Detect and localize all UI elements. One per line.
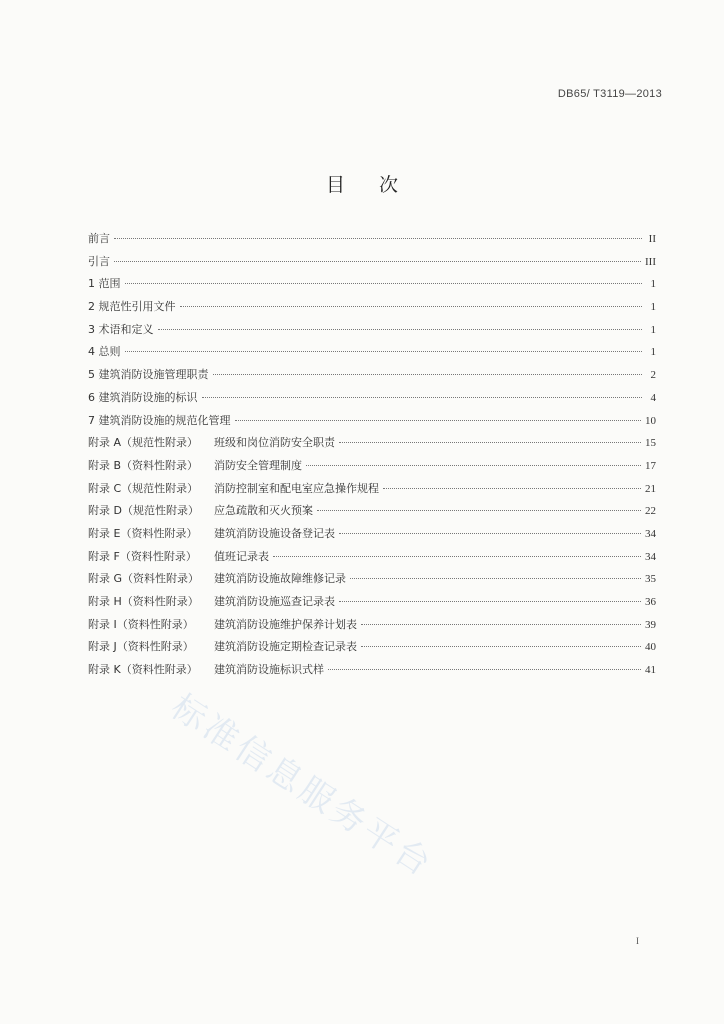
annex-label: 附录 B（资料性附录）	[88, 458, 199, 472]
annex-page: 36	[645, 596, 656, 608]
annex-title: 建筑消防设施维护保养计划表	[214, 617, 357, 631]
toc-entry-page: 1	[650, 301, 656, 314]
toc-annex-entry[interactable]	[88, 570, 656, 593]
document-code: DB65/ T3119—2013	[557, 88, 662, 100]
toc-entry-page: 10	[645, 414, 656, 427]
annex-title: 建筑消防设施标识式样	[214, 663, 324, 677]
toc-entry[interactable]	[88, 321, 656, 344]
annex-title: 消防安全管理制度	[214, 458, 302, 472]
dot-leader	[350, 578, 641, 579]
toc-entry-page: 1	[650, 278, 656, 291]
dot-leader	[339, 533, 641, 534]
toc-entry-page: 4	[650, 391, 656, 404]
dot-leader	[273, 556, 641, 557]
annex-page: 34	[645, 527, 656, 540]
toc-annex-entry[interactable]	[88, 638, 656, 661]
annex-label: 附录 F（资料性附录）	[88, 549, 197, 563]
toc-annex-entry[interactable]	[88, 616, 656, 639]
toc-annex-entry[interactable]	[88, 525, 656, 548]
annex-title: 应急疏散和灭火预案	[214, 504, 313, 518]
annex-page: 21	[645, 482, 656, 495]
annex-label: 附录 J（资料性附录）	[88, 640, 194, 654]
dot-leader	[317, 510, 641, 511]
dot-leader	[306, 465, 641, 466]
toc-entry-title: 5 建筑消防设施管理职责	[88, 368, 209, 382]
dot-leader	[339, 442, 641, 443]
toc-entry-page: 1	[650, 346, 656, 359]
page-number: I	[636, 936, 639, 946]
annex-page: 22	[645, 505, 656, 518]
toc-entry[interactable]	[88, 253, 656, 276]
annex-title: 建筑消防设施巡查记录表	[214, 595, 335, 608]
annex-title: 班级和岗位消防安全职责	[214, 436, 335, 450]
annex-label: 附录 A（规范性附录）	[88, 436, 199, 450]
annex-page: 41	[645, 664, 656, 677]
annex-title: 建筑消防设施定期检查记录表	[214, 640, 357, 654]
annex-title: 值班记录表	[214, 549, 269, 563]
toc-entry-page: II	[648, 233, 656, 245]
dot-leader	[114, 261, 641, 262]
dot-leader	[361, 646, 641, 647]
toc-entry-page: III	[645, 255, 656, 268]
toc-entry-title: 2 规范性引用文件	[88, 300, 176, 314]
annex-page: 17	[645, 459, 656, 472]
toc-entry[interactable]	[88, 230, 656, 253]
annex-title: 消防控制室和配电室应急操作规程	[214, 481, 379, 495]
toc-annex-entry[interactable]	[88, 457, 656, 480]
table-of-contents	[88, 230, 656, 684]
toc-annex-entry[interactable]	[88, 480, 656, 503]
toc-annex-entry[interactable]	[88, 661, 656, 684]
annex-label: 附录 I（资料性附录）	[88, 617, 194, 631]
toc-entry-title: 前言	[88, 232, 110, 245]
annex-page: 15	[645, 437, 656, 450]
annex-label: 附录 H（资料性附录）	[88, 595, 199, 608]
toc-entry[interactable]	[88, 412, 656, 435]
annex-label: 附录 C（规范性附录）	[88, 481, 199, 495]
annex-label: 附录 E（资料性附录）	[88, 526, 198, 540]
annex-title: 建筑消防设施设备登记表	[214, 526, 335, 540]
dot-leader	[328, 669, 641, 670]
toc-entry[interactable]	[88, 275, 656, 298]
annex-label: 附录 K（资料性附录）	[88, 663, 198, 677]
dot-leader	[158, 329, 643, 330]
annex-page: 40	[645, 641, 656, 654]
toc-entry-title: 7 建筑消防设施的规范化管理	[88, 413, 231, 427]
toc-title: 目次	[325, 174, 432, 196]
toc-annex-entry[interactable]	[88, 434, 656, 457]
dot-leader	[114, 238, 642, 239]
dot-leader	[361, 624, 641, 625]
dot-leader	[125, 351, 643, 352]
toc-entry-title: 6 建筑消防设施的标识	[88, 390, 198, 404]
toc-entry-title: 3 术语和定义	[88, 322, 154, 336]
toc-entry-title: 1 范围	[88, 277, 121, 291]
toc-entry[interactable]	[88, 389, 656, 412]
annex-label: 附录 D（规范性附录）	[88, 504, 199, 518]
toc-entry-title: 4 总则	[88, 345, 121, 359]
dot-leader	[213, 374, 643, 375]
toc-annex-entry[interactable]	[88, 502, 656, 525]
toc-entry-page: 1	[650, 323, 656, 336]
dot-leader	[339, 601, 641, 602]
toc-annex-entry[interactable]	[88, 593, 656, 616]
annex-label: 附录 G（资料性附录）	[88, 572, 200, 586]
annex-title: 建筑消防设施故障维修记录	[214, 572, 346, 586]
dot-leader	[383, 488, 641, 489]
dot-leader	[125, 283, 643, 284]
toc-entry[interactable]	[88, 298, 656, 321]
toc-entry[interactable]	[88, 366, 656, 389]
annex-page: 35	[645, 573, 656, 586]
toc-entry-page: 2	[650, 369, 656, 382]
dot-leader	[180, 306, 643, 307]
toc-entry[interactable]	[88, 343, 656, 366]
dot-leader	[235, 420, 642, 421]
watermark: 标准信息服务平台	[163, 686, 441, 886]
toc-annex-entry[interactable]	[88, 548, 656, 571]
toc-entry-title: 引言	[88, 254, 110, 268]
annex-page: 34	[645, 550, 656, 563]
dot-leader	[202, 397, 643, 398]
annex-page: 39	[645, 618, 656, 631]
